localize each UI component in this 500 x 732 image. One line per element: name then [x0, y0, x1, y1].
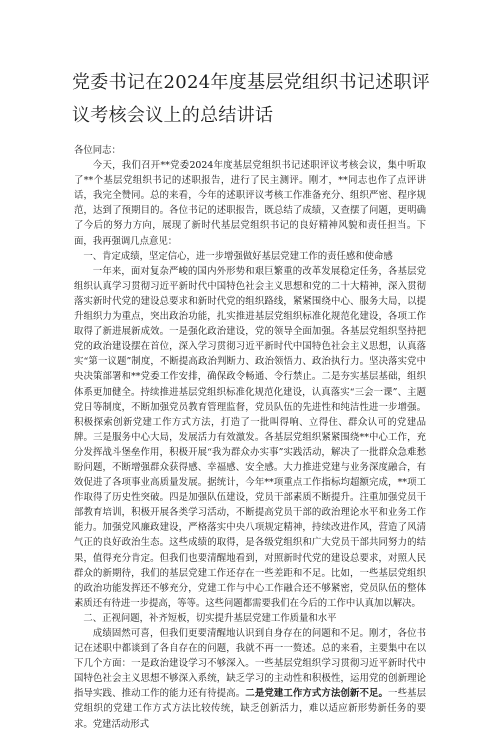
document-body [74, 143, 426, 732]
section-1-paragraph: 一年来，面对复杂严峻的国内外形势和艰巨繁重的改革发展稳定任务，各基层党组织认真学习贯彻习近平新时代中国特色社会主义思想和党的二十大精神，深入贯彻落实新时代党的建设总要求和新时代党的组织路线，紧紧围绕中心、服务大局，以提升组织力为重点，突出政治功能，扎实推进基层党组织标准化规范化建设，各项工作取得了新进展新成效。一是强化政治建设，党的领导全面加强。各基层党组织坚持把党的政治建设摆在首位，深入学习贯彻习近平新时代中国特色社会主义思想，认真落实“第一议题”制度，不断提高政治判断力、政治领悟力、政治执行力。坚决落实党中央决策部署和**党委工作安排，确保政令畅通、令行禁止。二是夯实基层基础，组织体系更加健全。持续推进基层党组织标准化规范化建设，认真落实“三会一课”、主题党日等制度，不断加强党员教育管理监督，党员队伍的先进性和纯洁性进一步增强。积极探索创新党建工作方式方法，打造了一批叫得响、立得住、群众认可的党建品牌。三是服务中心大局，发展活力有效激发。各基层党组织紧紧围绕**中心工作，充分发挥战斗堡垒作用，积极开展“我为群众办实事”实践活动，解决了一批群众急难愁盼问题，不断增强群众获得感、幸福感、安全感。大力推进党建与业务深度融合，有效促进了各项事业高质量发展。据统计，今年**项重点工作指标均超额完成，**项工作取得了历史性突破。四是加强队伍建设，党员干部素质不断提升。注重加强党员干部教育培训，积极开展各类学习活动，不断提高党员干部的政治理论水平和业务工作能力。加强党风廉政建设，严格落实中央八项规定精神，持续改进作风，营造了风清气正的良好政治生态。这些成绩的取得，是各级党组织和广大党员干部共同努力的结果，值得充分肯定。但我们也要清醒地看到，对照新时代党的建设总要求，对照人民群众的新期待，我们的基层党建工作还存在一些差距和不足。比如，一些基层党组织的政治功能发挥还不够充分，党建工作与中心工作融合还不够紧密，党员队伍的整体素质还有待进一步提高，等等。这些问题都需要我们在今后的工作中认真加以解决。 [74, 265, 426, 609]
intro-paragraph: 今天，我们召开**党委2024年度基层党组织书记述职评议考核会议，集中听取了**个基层党组织书记的述职报告，进行了民主测评。刚才，**同志也作了点评讲话，我完全赞同。总的来看，今年的述职评议考核工作准备充分、组织严密、程序规范，达到了预期目的。各位书记的述职报告，既总结了成绩，又查摆了问题，更明确了今后的努力方向，展现了新时代基层党组织书记的良好精神风貌和责任担当。下面，我再强调几点意见： [74, 160, 426, 247]
section-2-text-a: 成绩固然可喜，但我们更要清醒地认识到自身存在的问题和不足。刚才，各位书记在述职中都谈到了各自存在的问题，我就不再一一赘述。总的来看，主要集中在以下几个方面：一是政治建设学习不够深入。一些基层党组织学习贯彻习近平新时代中国特色社会主义思想不够深入系统，缺乏学习的主动性和积极性，运用党的创新理论指导实践、推动工作的能力还有待提高。 [74, 628, 426, 700]
section-2-text-b: 一些基层党组织的党建工作方式方法比较传统，缺乏创新活力，难以适应新形势新任务的要求。党建活动形式 [74, 688, 426, 730]
document-title: 党委书记在2024年度基层党组织书记述职评议考核会议上的总结讲话 [72, 72, 431, 126]
section-2-bold-point: 二是党建工作方式方法创新不足。 [245, 688, 389, 700]
section-2-heading: 二、正视问题，补齐短板，切实提升基层党建工作质量和水平 [83, 612, 337, 624]
section-1-heading: 一、肯定成绩，坚定信心，进一步增强做好基层党建工作的责任感和使命感 [83, 250, 393, 262]
section-2-paragraph [74, 626, 426, 732]
salutation: 各位同志： [74, 145, 121, 156]
